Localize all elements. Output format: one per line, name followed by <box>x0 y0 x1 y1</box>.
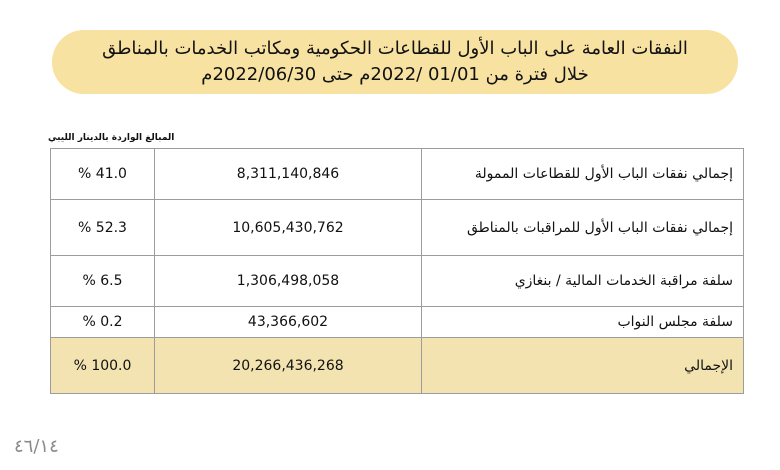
percent-cell: % 52.3 <box>51 200 155 256</box>
expenditure-table <box>50 148 744 394</box>
amount-cell: 1,306,498,058 <box>155 256 422 307</box>
page-number: ٤٦/١٤ <box>14 436 59 457</box>
title-line-2: خلال فترة من 01/01 /2022م حتى 2022/06/30م <box>201 64 589 85</box>
currency-note: المبالغ الواردة بالدينار الليبي <box>48 133 175 143</box>
label-cell: سلفة مراقبة الخدمات المالية / بنغازي <box>422 256 744 307</box>
percent-cell: % 0.2 <box>51 307 155 338</box>
total-percent-cell: % 100.0 <box>51 338 155 394</box>
label-cell: سلفة مجلس النواب <box>422 307 744 338</box>
amount-cell: 43,366,602 <box>155 307 422 338</box>
table-row <box>51 200 744 256</box>
amount-cell: 8,311,140,846 <box>155 149 422 200</box>
total-amount-cell: 20,266,436,268 <box>155 338 422 394</box>
total-row <box>51 338 744 394</box>
total-label-cell: الإجمالي <box>422 338 744 394</box>
percent-cell: % 41.0 <box>51 149 155 200</box>
table-row <box>51 149 744 200</box>
title-line-1: النفقات العامة على الباب الأول للقطاعات الحكومية ومكاتب الخدمات بالمناطق <box>102 38 688 59</box>
percent-cell: % 6.5 <box>51 256 155 307</box>
label-cell: إجمالي نفقات الباب الأول للمراقبات بالمناطق <box>422 200 744 256</box>
table-row <box>51 307 744 338</box>
label-cell: إجمالي نفقات الباب الأول للقطاعات الممولة <box>422 149 744 200</box>
amount-cell: 10,605,430,762 <box>155 200 422 256</box>
title-banner <box>52 30 738 94</box>
table-row <box>51 256 744 307</box>
